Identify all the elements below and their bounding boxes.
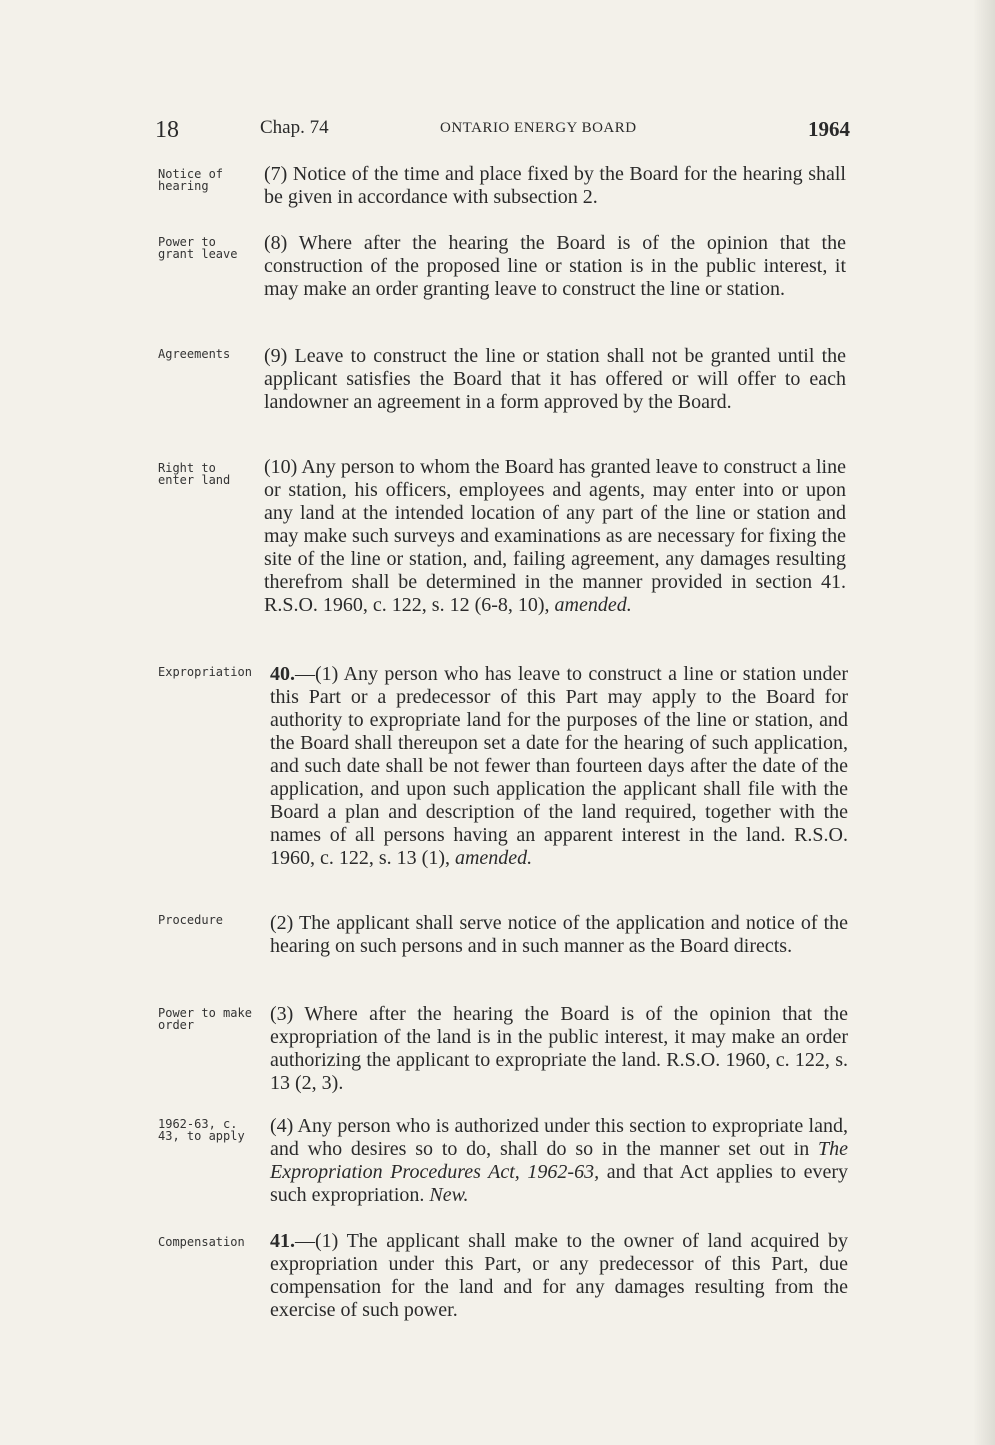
section-40-4-status: New. [429,1184,469,1206]
margin-note-agreements: Agreements [158,347,231,361]
paragraph-8: (8) Where after the hearing the Board is of the opinion that the construction of the proposed line or station is in the public interest, it may make an order granting leave to construct the line or station. [264,232,846,300]
section-40-subsection-2: (2) The applicant shall serve notice of the application and notice of the hearing on such persons and in such manner as the Board directs. [270,912,848,957]
section-40-1-status: amended. [454,847,533,869]
margin-note-power-to-make-order: Power to make order [158,1006,252,1032]
section-40-4-text-b: and that Act applies to every such expropriation. [270,1161,848,1206]
paragraph-10-status: amended. [554,594,632,616]
header-year: 1964 [808,117,850,141]
margin-note-expropriation: Expropriation [158,665,252,679]
section-41-number: 41. [270,1230,295,1252]
margin-note-notice-of-hearing: Notice of hearing [158,167,224,193]
section-41-1-text: —(1) The applicant shall make to the owner of land acquired by expropriation under this Part, or any predecessor of this Part, due compensation for the land and for any damages resulting from the exercise of such power. [270,1230,848,1321]
margin-note-power-to-grant-leave: Power to grant leave [158,235,238,261]
section-40-subsection-1 [270,663,848,870]
margin-note-compensation: Compensation [158,1235,245,1249]
section-40-subsection-3: (3) Where after the hearing the Board is of the opinion that the expropriation of the land is in the public interest, it may make an order authorizing the applicant to expropriate the land. R.S.O. 1960, c. 122, s. 13 (2, 3). [270,1003,848,1094]
running-header [150,117,850,147]
margin-note-act-to-apply: 1962-63, c. 43, to apply [158,1117,245,1143]
paragraph-9: (9) Leave to construct the line or station shall not be granted until the applicant satisfies the Board that it has offered or will offer to each landowner an agreement in a form approved by the Board. [264,345,846,413]
chapter-label: Chap. 74 [260,117,329,138]
section-41-subsection-1 [270,1230,848,1322]
paragraph-10 [264,456,846,617]
section-40-1-text: —(1) Any person who has leave to construct a line or station under this Part or a predecessor of this Part may apply to the Board for authority to expropriate land for the purposes of the line or station, and the Board shall thereupon set a date for the hearing of such application, and such date shall be not fewer than fourteen days after the date of the application, and upon such application the applicant shall file with the Board a plan and description of the land required, together with the names of all persons having an apparent interest in the land. R.S.O. 1960, c. 122, s. 13 (1), [270,663,848,869]
page-number: 18 [155,117,179,143]
margin-note-right-to-enter-land: Right to enter land [158,461,231,487]
margin-note-procedure: Procedure [158,913,224,927]
section-40-number: 40. [270,663,295,685]
section-40-4-act-title: The Expropriation Procedures Act, 1962-63, [270,1138,848,1183]
paragraph-10-text: (10) Any person to whom the Board has granted leave to construct a line or station, his officers, employees and agents, may enter into or upon any land at the intended location of any part of the line or station and may make such surveys and examinations as are necessary for fixing the site of the line or station, and, failing agreement, any damages resulting therefrom shall be determined in the manner provided in section 41. R.S.O. 1960, c. 122, s. 12 (6-8, 10), [264,456,846,616]
page-edge-shadow [973,0,995,1445]
running-title: ONTARIO ENERGY BOARD [440,120,637,136]
section-40-subsection-4 [270,1115,848,1207]
paragraph-7: (7) Notice of the time and place fixed by the Board for the hearing shall be given in accordance with subsection 2. [264,163,846,208]
section-40-4-text-a: (4) Any person who is authorized under this section to expropriate land, and who desires so to do, shall do so in the manner set out in [270,1115,848,1160]
